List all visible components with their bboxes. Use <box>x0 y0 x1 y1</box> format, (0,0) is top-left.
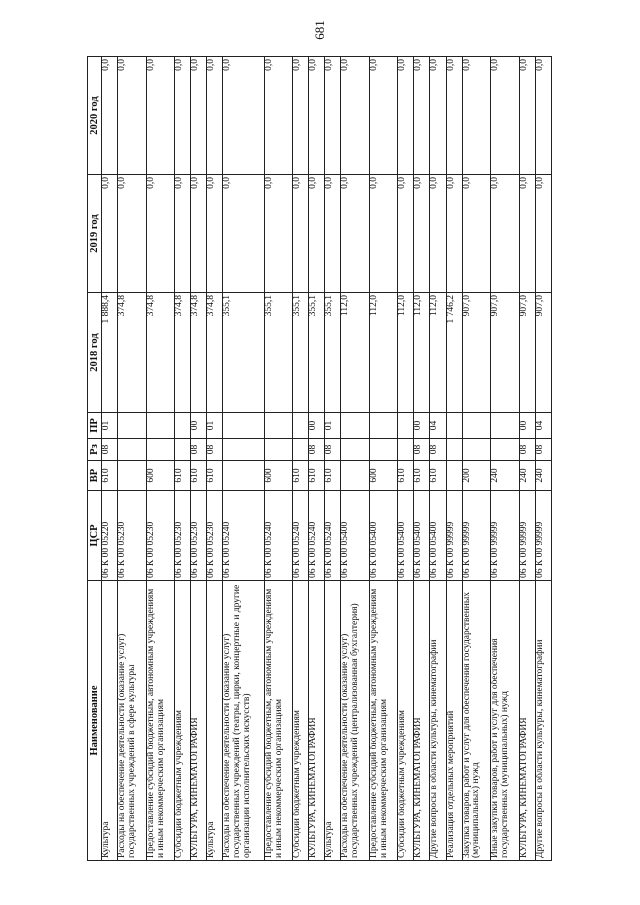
cell-pr <box>175 413 191 439</box>
cell-y2018: 1 746,2 <box>446 293 462 413</box>
cell-rz: 08 <box>414 439 430 461</box>
table-row <box>430 57 446 861</box>
header-2018: 2018 год <box>88 293 102 413</box>
cell-y2020: 0,0 <box>175 57 191 175</box>
cell-vr: 610 <box>102 461 118 491</box>
cell-vr: 610 <box>430 461 446 491</box>
table-row <box>446 57 462 861</box>
cell-csr: 06 К 00 99999 <box>462 491 491 581</box>
cell-pr <box>146 413 175 439</box>
cell-name: Иные закупки товаров, работ и услуг для обеспечения государственных (муниципальных) нужд <box>491 581 520 861</box>
cell-pr: 00 <box>414 413 430 439</box>
cell-y2019: 0,0 <box>519 175 535 293</box>
cell-csr: 06 К 00 99999 <box>535 491 551 581</box>
cell-csr: 06 К 00 05230 <box>207 491 223 581</box>
cell-pr <box>293 413 309 439</box>
cell-y2019: 0,0 <box>398 175 414 293</box>
cell-csr: 06 К 00 05230 <box>191 491 207 581</box>
table-row <box>102 57 118 861</box>
cell-y2019: 0,0 <box>341 175 370 293</box>
cell-y2018: 907,0 <box>519 293 535 413</box>
table-row <box>491 57 520 861</box>
cell-name: КУЛЬТУРА, КИНЕМАТОГРАФИЯ <box>414 581 430 861</box>
table-row <box>309 57 325 861</box>
cell-y2019: 0,0 <box>146 175 175 293</box>
cell-csr: 06 К 00 05240 <box>293 491 309 581</box>
cell-vr: 610 <box>191 461 207 491</box>
cell-name: Субсидии бюджетным учреждениям <box>293 581 309 861</box>
cell-name: Другие вопросы в области культуры, кинематографии <box>535 581 551 861</box>
cell-rz <box>491 439 520 461</box>
cell-vr: 610 <box>175 461 191 491</box>
cell-y2019: 0,0 <box>309 175 325 293</box>
table-row <box>341 57 370 861</box>
cell-rz <box>175 439 191 461</box>
cell-csr: 06 К 00 05240 <box>325 491 341 581</box>
cell-name: КУЛЬТУРА, КИНЕМАТОГРАФИЯ <box>191 581 207 861</box>
cell-y2020: 0,0 <box>535 57 551 175</box>
cell-name: Расходы на обеспечение деятельности (оказание услуг) государственных учреждений (централизованная бухгалтерия) <box>341 581 370 861</box>
cell-vr: 610 <box>398 461 414 491</box>
header-name: Наименование <box>88 581 102 861</box>
cell-y2018: 374,8 <box>191 293 207 413</box>
cell-csr: 06 К 00 05240 <box>264 491 293 581</box>
cell-y2018: 907,0 <box>535 293 551 413</box>
header-2019: 2019 год <box>88 175 102 293</box>
cell-rz: 08 <box>191 439 207 461</box>
cell-y2020: 0,0 <box>398 57 414 175</box>
cell-y2020: 0,0 <box>414 57 430 175</box>
table-row <box>293 57 309 861</box>
cell-vr: 600 <box>264 461 293 491</box>
cell-y2020: 0,0 <box>223 57 264 175</box>
cell-y2019: 0,0 <box>293 175 309 293</box>
cell-vr: 240 <box>519 461 535 491</box>
cell-y2019: 0,0 <box>462 175 491 293</box>
table-row <box>223 57 264 861</box>
cell-vr: 240 <box>491 461 520 491</box>
budget-table <box>87 56 552 861</box>
cell-y2018: 907,0 <box>491 293 520 413</box>
cell-csr: 06 К 00 05400 <box>369 491 398 581</box>
cell-name: Культура <box>102 581 118 861</box>
cell-pr <box>369 413 398 439</box>
cell-y2019: 0,0 <box>264 175 293 293</box>
cell-y2018: 112,0 <box>414 293 430 413</box>
cell-y2019: 0,0 <box>118 175 147 293</box>
cell-y2020: 0,0 <box>369 57 398 175</box>
cell-csr: 06 К 00 05240 <box>309 491 325 581</box>
cell-csr: 06 К 00 05400 <box>430 491 446 581</box>
cell-y2019: 0,0 <box>369 175 398 293</box>
table-body <box>102 57 552 861</box>
cell-y2020: 0,0 <box>146 57 175 175</box>
table-row <box>414 57 430 861</box>
cell-y2018: 374,8 <box>175 293 191 413</box>
cell-rz <box>223 439 264 461</box>
cell-name: КУЛЬТУРА, КИНЕМАТОГРАФИЯ <box>519 581 535 861</box>
cell-pr: 04 <box>430 413 446 439</box>
table-row <box>462 57 491 861</box>
cell-y2018: 374,8 <box>146 293 175 413</box>
cell-y2020: 0,0 <box>309 57 325 175</box>
cell-rz <box>118 439 147 461</box>
cell-name: Культура <box>207 581 223 861</box>
cell-y2018: 374,8 <box>207 293 223 413</box>
cell-y2019: 0,0 <box>325 175 341 293</box>
cell-y2019: 0,0 <box>414 175 430 293</box>
cell-rz: 08 <box>102 439 118 461</box>
cell-name: Предоставление субсидий бюджетным, автономным учреждениям и иным некоммерческим организациям <box>369 581 398 861</box>
cell-y2018: 112,0 <box>369 293 398 413</box>
cell-vr <box>118 461 147 491</box>
cell-vr <box>446 461 462 491</box>
cell-y2020: 0,0 <box>491 57 520 175</box>
cell-y2019: 0,0 <box>491 175 520 293</box>
cell-y2018: 374,8 <box>118 293 147 413</box>
cell-vr: 600 <box>146 461 175 491</box>
cell-rz <box>264 439 293 461</box>
cell-vr: 610 <box>309 461 325 491</box>
table-row <box>398 57 414 861</box>
cell-y2020: 0,0 <box>519 57 535 175</box>
cell-rz: 08 <box>519 439 535 461</box>
cell-y2019: 0,0 <box>175 175 191 293</box>
cell-pr <box>118 413 147 439</box>
cell-vr <box>341 461 370 491</box>
cell-rz: 08 <box>325 439 341 461</box>
cell-rz <box>398 439 414 461</box>
cell-name: Расходы на обеспечение деятельности (оказание услуг) государственных учреждений в сфере культуры <box>118 581 147 861</box>
cell-vr: 200 <box>462 461 491 491</box>
cell-vr: 610 <box>207 461 223 491</box>
cell-vr: 610 <box>293 461 309 491</box>
cell-csr: 06 К 00 05230 <box>146 491 175 581</box>
cell-y2018: 112,0 <box>398 293 414 413</box>
cell-y2020: 0,0 <box>325 57 341 175</box>
cell-y2020: 0,0 <box>341 57 370 175</box>
cell-pr <box>491 413 520 439</box>
cell-csr: 06 К 00 05400 <box>398 491 414 581</box>
cell-y2020: 0,0 <box>207 57 223 175</box>
cell-y2020: 0,0 <box>102 57 118 175</box>
cell-pr: 04 <box>535 413 551 439</box>
cell-name: Культура <box>325 581 341 861</box>
cell-y2018: 355,1 <box>309 293 325 413</box>
cell-y2019: 0,0 <box>430 175 446 293</box>
rotated-page-content <box>87 57 552 861</box>
cell-y2020: 0,0 <box>293 57 309 175</box>
cell-pr: 01 <box>325 413 341 439</box>
cell-y2019: 0,0 <box>223 175 264 293</box>
cell-pr: 00 <box>191 413 207 439</box>
cell-rz <box>146 439 175 461</box>
cell-vr: 610 <box>414 461 430 491</box>
cell-csr: 06 К 00 05240 <box>223 491 264 581</box>
cell-pr <box>462 413 491 439</box>
table-row <box>535 57 551 861</box>
table-row <box>191 57 207 861</box>
cell-y2018: 907,0 <box>462 293 491 413</box>
cell-name: Предоставление субсидий бюджетным, автономным учреждениям и иным некоммерческим организациям <box>146 581 175 861</box>
header-rz: Рз <box>88 439 102 461</box>
cell-y2018: 355,1 <box>293 293 309 413</box>
cell-csr: 06 К 00 99999 <box>491 491 520 581</box>
page-number: 681 <box>312 20 327 40</box>
cell-csr: 06 К 00 05230 <box>118 491 147 581</box>
cell-rz <box>462 439 491 461</box>
cell-y2019: 0,0 <box>191 175 207 293</box>
cell-pr: 01 <box>207 413 223 439</box>
cell-y2018: 355,1 <box>223 293 264 413</box>
cell-y2020: 0,0 <box>446 57 462 175</box>
table-row <box>369 57 398 861</box>
cell-rz <box>446 439 462 461</box>
cell-name: Предоставление субсидий бюджетным, автономным учреждениям и иным некоммерческим организациям <box>264 581 293 861</box>
cell-vr: 610 <box>325 461 341 491</box>
table-header-row <box>88 57 102 861</box>
table-row <box>207 57 223 861</box>
cell-csr: 06 К 00 99999 <box>446 491 462 581</box>
cell-name: КУЛЬТУРА, КИНЕМАТОГРАФИЯ <box>309 581 325 861</box>
cell-rz <box>369 439 398 461</box>
cell-pr: 01 <box>102 413 118 439</box>
cell-csr: 06 К 00 05230 <box>175 491 191 581</box>
cell-csr: 06 К 00 05400 <box>341 491 370 581</box>
cell-pr <box>264 413 293 439</box>
cell-rz <box>341 439 370 461</box>
cell-y2019: 0,0 <box>207 175 223 293</box>
table-row <box>264 57 293 861</box>
table-row <box>146 57 175 861</box>
cell-csr: 06 К 00 05220 <box>102 491 118 581</box>
cell-y2020: 0,0 <box>462 57 491 175</box>
cell-pr <box>341 413 370 439</box>
cell-rz: 08 <box>430 439 446 461</box>
cell-name: Реализация отдельных мероприятий <box>446 581 462 861</box>
header-csr: ЦСР <box>88 491 102 581</box>
cell-vr <box>223 461 264 491</box>
cell-y2018: 112,0 <box>341 293 370 413</box>
cell-y2018: 355,1 <box>325 293 341 413</box>
cell-pr: 00 <box>309 413 325 439</box>
cell-pr <box>398 413 414 439</box>
cell-y2020: 0,0 <box>118 57 147 175</box>
cell-csr: 06 К 00 05400 <box>414 491 430 581</box>
cell-y2019: 0,0 <box>102 175 118 293</box>
cell-y2019: 0,0 <box>446 175 462 293</box>
cell-y2019: 0,0 <box>535 175 551 293</box>
cell-y2020: 0,0 <box>264 57 293 175</box>
cell-vr: 600 <box>369 461 398 491</box>
cell-name: Расходы на обеспечение деятельности (оказание услуг) государственных учреждений (театры, цирки, концертные и другие организации исполнительских искусств) <box>223 581 264 861</box>
cell-y2018: 112,0 <box>430 293 446 413</box>
cell-rz: 08 <box>309 439 325 461</box>
header-pr: ПР <box>88 413 102 439</box>
cell-vr: 240 <box>535 461 551 491</box>
table-row <box>519 57 535 861</box>
cell-csr: 06 К 00 99999 <box>519 491 535 581</box>
cell-name: Субсидии бюджетным учреждениям <box>398 581 414 861</box>
cell-y2018: 1 888,4 <box>102 293 118 413</box>
table-row <box>325 57 341 861</box>
cell-pr <box>446 413 462 439</box>
cell-name: Закупка товаров, работ и услуг для обеспечения государственных (муниципальных) нужд <box>462 581 491 861</box>
cell-rz <box>293 439 309 461</box>
cell-rz: 08 <box>207 439 223 461</box>
cell-y2018: 355,1 <box>264 293 293 413</box>
cell-rz: 08 <box>535 439 551 461</box>
cell-pr: 00 <box>519 413 535 439</box>
cell-name: Другие вопросы в области культуры, кинематографии <box>430 581 446 861</box>
header-2020: 2020 год <box>88 57 102 175</box>
table-row <box>118 57 147 861</box>
table-row <box>175 57 191 861</box>
cell-pr <box>223 413 264 439</box>
cell-y2020: 0,0 <box>430 57 446 175</box>
header-vr: ВР <box>88 461 102 491</box>
cell-y2020: 0,0 <box>191 57 207 175</box>
cell-name: Субсидии бюджетным учреждениям <box>175 581 191 861</box>
